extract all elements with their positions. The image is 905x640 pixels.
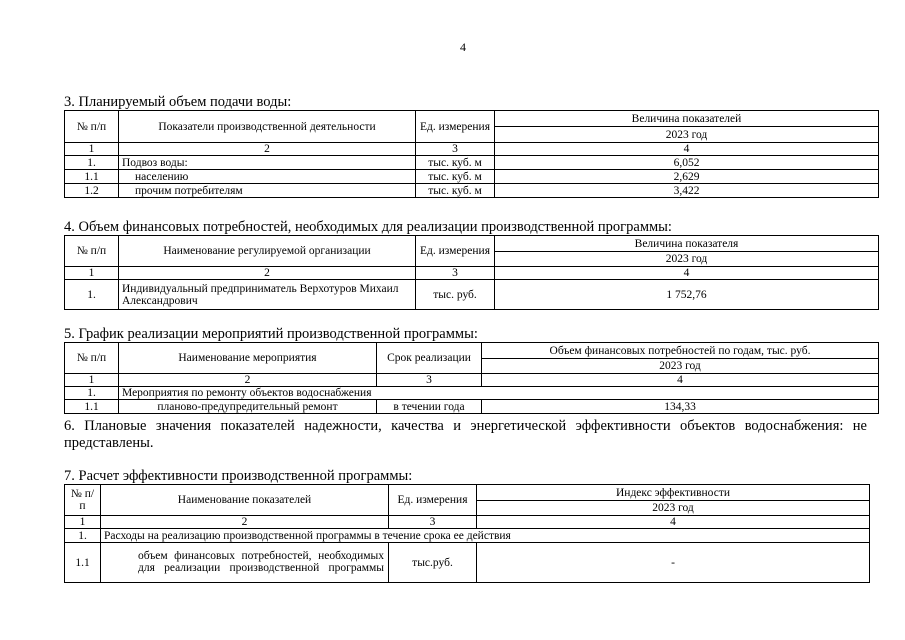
row-number: 1. bbox=[65, 387, 119, 400]
group-row bbox=[65, 529, 870, 543]
row-unit: тыс. куб. м bbox=[416, 156, 495, 170]
header-number: № п/п bbox=[65, 343, 119, 374]
row-unit: тыс. куб. м bbox=[416, 170, 495, 184]
table-row bbox=[65, 184, 879, 198]
header-year: 2023 год bbox=[495, 127, 879, 143]
row-number: 1. bbox=[65, 529, 101, 543]
table-row bbox=[65, 280, 879, 310]
index-row bbox=[65, 516, 870, 529]
section-5-title: 5. График реализации мероприятий производственной программы: bbox=[64, 326, 478, 342]
row-value: - bbox=[477, 543, 870, 583]
index-cell: 2 bbox=[119, 374, 377, 387]
row-value: 1 752,76 bbox=[495, 280, 879, 310]
index-cell: 2 bbox=[101, 516, 389, 529]
section-7-title: 7. Расчет эффективности производственной программы: bbox=[64, 468, 413, 484]
row-unit: тыс. куб. м bbox=[416, 184, 495, 198]
row-number: 1.1 bbox=[65, 170, 119, 184]
index-cell: 2 bbox=[119, 267, 416, 280]
header-year: 2023 год bbox=[482, 359, 879, 374]
table-row bbox=[65, 156, 879, 170]
group-row bbox=[65, 387, 879, 400]
row-unit: тыс. руб. bbox=[416, 280, 495, 310]
header-value: Величина показателя bbox=[495, 236, 879, 252]
table-row bbox=[65, 543, 870, 583]
index-cell: 4 bbox=[477, 516, 870, 529]
row-name: Индивидуальный предприниматель Верхотуров Михаил Александрович bbox=[119, 280, 416, 310]
financial-needs-table bbox=[64, 235, 879, 310]
page-number: 4 bbox=[460, 40, 466, 54]
row-name: Подвоз воды: bbox=[119, 156, 416, 170]
index-cell: 4 bbox=[482, 374, 879, 387]
index-cell: 1 bbox=[65, 267, 119, 280]
row-name: Мероприятия по ремонту объектов водоснабжения bbox=[119, 387, 879, 400]
row-name: прочим потребителям bbox=[119, 184, 416, 198]
header-term: Срок реализации bbox=[377, 343, 482, 374]
row-name: Расходы на реализацию производственной программы в течение срока ее действия bbox=[101, 529, 870, 543]
index-row bbox=[65, 267, 879, 280]
row-unit: тыс.руб. bbox=[389, 543, 477, 583]
header-number: № п/п bbox=[65, 236, 119, 267]
header-indicator: Показатели производственной деятельности bbox=[119, 111, 416, 143]
header-unit: Ед. измерения bbox=[416, 111, 495, 143]
header-year: 2023 год bbox=[495, 252, 879, 267]
header-number: № п/п bbox=[65, 485, 101, 516]
index-cell: 3 bbox=[416, 143, 495, 156]
row-value: 3,422 bbox=[495, 184, 879, 198]
row-number: 1.1 bbox=[65, 543, 101, 583]
index-cell: 1 bbox=[65, 516, 101, 529]
index-cell: 4 bbox=[495, 143, 879, 156]
schedule-table bbox=[64, 342, 879, 414]
water-supply-table bbox=[64, 110, 879, 198]
table-row bbox=[65, 400, 879, 414]
section-3-title: 3. Планируемый объем подачи воды: bbox=[64, 94, 292, 110]
header-value: Величина показателей bbox=[495, 111, 879, 127]
efficiency-table bbox=[64, 484, 870, 583]
row-value: 134,33 bbox=[482, 400, 879, 414]
index-cell: 1 bbox=[65, 374, 119, 387]
index-cell: 3 bbox=[389, 516, 477, 529]
row-number: 1. bbox=[65, 280, 119, 310]
index-cell: 1 bbox=[65, 143, 119, 156]
row-name: планово-предупредительный ремонт bbox=[119, 400, 377, 414]
header-organization: Наименование регулируемой организации bbox=[119, 236, 416, 267]
index-cell: 3 bbox=[377, 374, 482, 387]
table-row bbox=[65, 170, 879, 184]
header-value: Объем финансовых потребностей по годам, тыс. руб. bbox=[482, 343, 879, 359]
row-number: 1.1 bbox=[65, 400, 119, 414]
index-cell: 3 bbox=[416, 267, 495, 280]
header-value: Индекс эффективности bbox=[477, 485, 870, 501]
index-row bbox=[65, 374, 879, 387]
row-number: 1. bbox=[65, 156, 119, 170]
header-activity: Наименование мероприятия bbox=[119, 343, 377, 374]
header-number: № п/п bbox=[65, 111, 119, 143]
section-6-text: 6. Плановые значения показателей надежности, качества и энергетической эффективности объектов водоснабжения: не представлены. bbox=[64, 418, 867, 451]
header-indicator: Наименование показателей bbox=[101, 485, 389, 516]
row-value: 6,052 bbox=[495, 156, 879, 170]
row-name: объем финансовых потребностей, необходимых для реализации производственной программы bbox=[101, 543, 389, 583]
index-cell: 4 bbox=[495, 267, 879, 280]
index-row bbox=[65, 143, 879, 156]
index-cell: 2 bbox=[119, 143, 416, 156]
header-year: 2023 год bbox=[477, 501, 870, 516]
section-4-title: 4. Объем финансовых потребностей, необходимых для реализации производственной программы: bbox=[64, 219, 672, 235]
header-unit: Ед. измерения bbox=[416, 236, 495, 267]
row-term: в течении года bbox=[377, 400, 482, 414]
row-name: населению bbox=[119, 170, 416, 184]
row-value: 2,629 bbox=[495, 170, 879, 184]
header-unit: Ед. измерения bbox=[389, 485, 477, 516]
row-number: 1.2 bbox=[65, 184, 119, 198]
